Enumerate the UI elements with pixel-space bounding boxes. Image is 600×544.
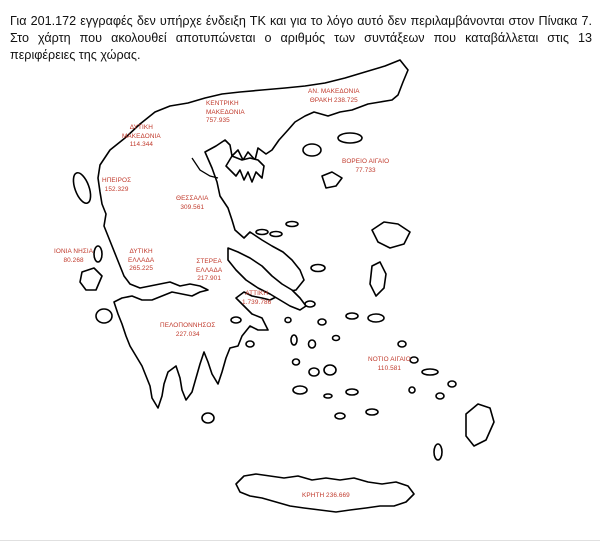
astypalaia-outline [366, 409, 378, 415]
tinos-outline [318, 319, 326, 325]
skyros-outline [311, 265, 325, 272]
skopelos-outline [270, 232, 282, 237]
alonissos-outline [286, 222, 298, 227]
milos-outline [293, 386, 307, 394]
leros-outline [410, 357, 418, 363]
chios-outline [370, 262, 386, 296]
label-amth-value: ΘΡΑΚΗ 238.725 [309, 96, 358, 104]
aegina-outline [231, 317, 241, 323]
serifos-outline [293, 359, 300, 365]
label-vaig [342, 158, 389, 175]
label-stel [196, 258, 222, 284]
kythnos-outline [291, 335, 297, 345]
lefkada-outline [94, 246, 102, 262]
ikaria-outline [346, 313, 358, 319]
lesvos-outline [372, 222, 410, 248]
samos-outline [368, 314, 384, 322]
santorini-outline [335, 413, 345, 419]
label-dell-value: 265.225 [129, 265, 153, 273]
kea-outline [285, 318, 291, 323]
samothraki-outline [338, 133, 362, 143]
label-kmak-name2: ΜΑΚΕΔΟΝΙΑ [206, 108, 245, 116]
label-stel-name: ΣΤΕΡΕΑ [196, 258, 222, 265]
label-dell-name2: ΕΛΛΑΔΑ [128, 256, 155, 264]
label-dmak-value: 114.344 [129, 141, 154, 149]
mykonos-outline [333, 336, 340, 341]
kefalonia-outline [80, 268, 102, 290]
syros-outline [309, 340, 316, 348]
label-thes-name: ΘΕΣΣΑΛΙΑ [176, 195, 209, 202]
amorgos-outline [346, 389, 358, 395]
label-vaig-value: 77.733 [355, 166, 376, 174]
naxos-outline [324, 365, 336, 375]
label-naig-value: 110.581 [377, 364, 402, 372]
label-dmak [122, 124, 161, 150]
label-krit-text: ΚΡΗΤΗ 236.669 [302, 492, 350, 499]
paros-outline [309, 368, 319, 376]
label-amth-name: ΑΝ. ΜΑΚΕΔΟΝΙΑ [308, 88, 360, 95]
nisyros-outline [409, 387, 415, 393]
label-ipei-value: 152.329 [104, 185, 129, 193]
label-vaig-name: ΒΟΡΕΙΟ ΑΙΓΑΙΟ [342, 158, 390, 165]
label-thes-value: 309.561 [180, 203, 205, 211]
label-ipei-name: ΗΠΕΙΡΟΣ [102, 177, 132, 184]
label-dmak-name: ΔΥΤΙΚΗ [129, 124, 153, 131]
label-stel-value: 217.901 [197, 275, 221, 283]
label-ipei [102, 177, 131, 194]
thasos-outline [303, 144, 321, 156]
hydra-outline [246, 341, 254, 347]
intro-paragraph: Για 201.172 εγγραφές δεν υπήρχε ένδειξη ΤΚ και για το λόγο αυτό δεν περιλαμβάνονται στον Πίνακα 7. Στο χάρτη που ακολουθεί αποτυπώνεται ο αριθμός των συντάξεων που καταβάλλεται στις 13 περιφέρειες της χώρας. [10, 14, 592, 62]
kos-outline [422, 369, 438, 375]
label-ionn-value: 80.268 [63, 256, 84, 264]
label-naig [368, 356, 411, 373]
tilos-outline [436, 393, 444, 399]
limnos-outline [322, 172, 342, 188]
andros-outline [305, 301, 315, 307]
label-pelo-value: 227.034 [175, 330, 200, 338]
label-kmak-value: 757.935 [206, 117, 230, 125]
label-atti-name: ΑΤΤΙΚΗ [245, 290, 269, 297]
page-bottom-divider [0, 540, 600, 541]
label-stel-name2: ΕΛΛΑΔΑ [196, 266, 223, 274]
label-dell [128, 248, 154, 274]
skiathos-outline [256, 230, 268, 235]
label-kmak [206, 100, 245, 126]
mainland-outline [98, 60, 408, 408]
label-kmak-name: ΚΕΝΤΡΙΚΗ [206, 100, 239, 107]
label-ionn [54, 248, 93, 265]
label-ionn-name: ΙΟΝΙΑ ΝΗΣΙΑ [54, 248, 94, 255]
patmos-outline [398, 341, 406, 347]
label-pelo [160, 322, 216, 339]
label-atti [242, 290, 271, 307]
label-thes [176, 195, 209, 212]
corfu-outline [70, 171, 94, 206]
zakynthos-outline [96, 309, 112, 323]
chalkidiki-outline [226, 156, 264, 182]
karpathos-outline [434, 444, 442, 460]
ios-outline [324, 394, 332, 398]
label-dell-name: ΔΥΤΙΚΗ [129, 248, 153, 255]
label-dmak-name2: ΜΑΚΕΔΟΝΙΑ [122, 132, 161, 140]
label-krit [302, 492, 350, 501]
label-pelo-name: ΠΕΛΟΠΟΝΝΗΣΟΣ [160, 322, 216, 329]
rhodes-outline [466, 404, 494, 446]
symi-outline [448, 381, 456, 387]
label-amth [308, 88, 360, 105]
label-naig-name: ΝΟΤΙΟ ΑΙΓΑΙΟ [368, 356, 411, 363]
label-atti-value: 1.739.786 [242, 298, 272, 306]
kythira-outline [202, 413, 214, 423]
